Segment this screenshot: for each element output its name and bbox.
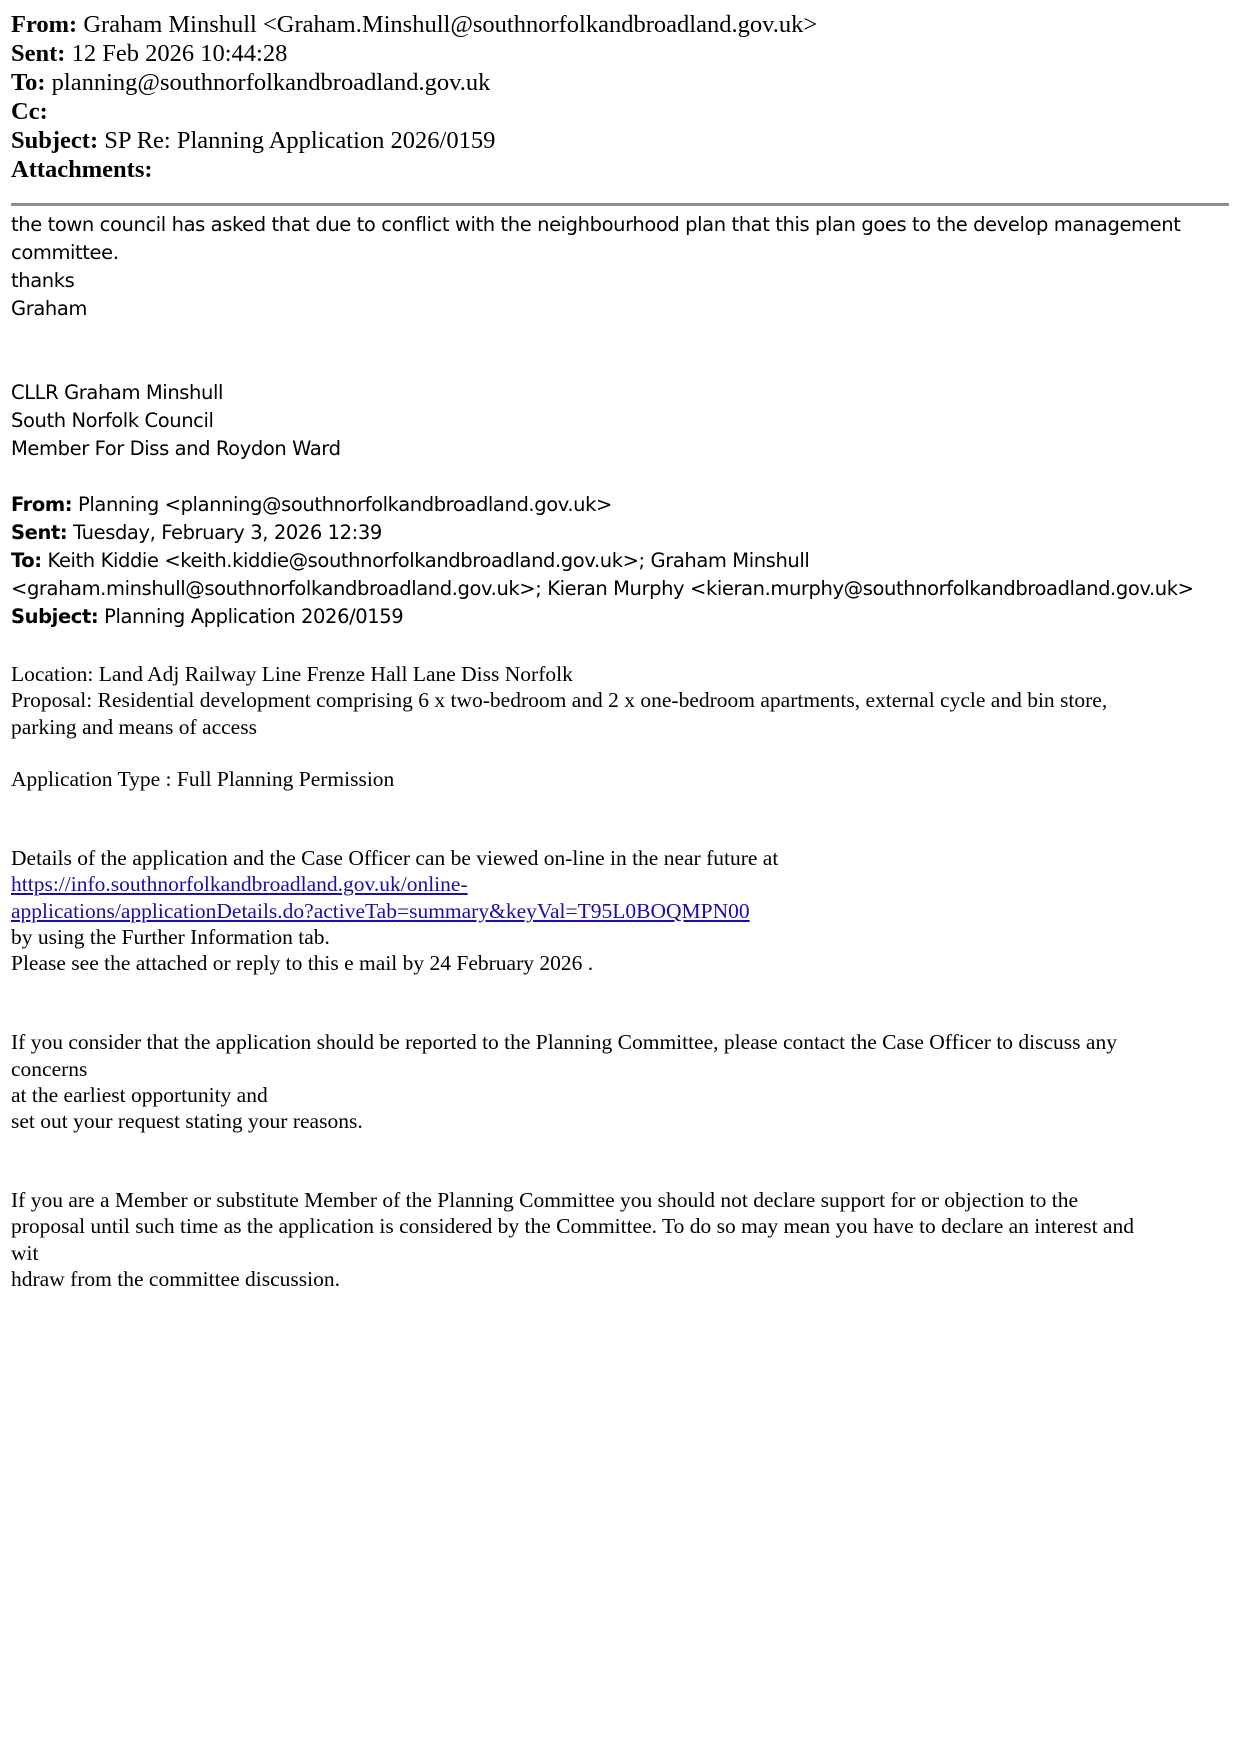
email-header — [11, 10, 817, 184]
details-line: Details of the application and the Case Officer can be viewed on-line in the near future at — [11, 846, 779, 870]
reply-line-1: the town council has asked that due to conflict with the neighbourhood plan that this plan goes to the develop management — [11, 213, 1181, 236]
proposal-line-1: Proposal: Residential development comprising 6 x two-bedroom and 2 x one-bedroom apartments, external cycle and bin store, — [11, 688, 1108, 712]
quoted-from-row — [11, 491, 612, 519]
quoted-sent-value: Tuesday, February 3, 2026 12:39 — [73, 521, 382, 544]
header-sent-value: 12 Feb 2026 10:44:28 — [71, 40, 288, 67]
committee-line-1: If you consider that the application should be reported to the Planning Committee, please contact the Case Officer to discuss any — [11, 1030, 1117, 1054]
quoted-sent-label: Sent: — [11, 521, 68, 544]
quoted-to-label: To: — [11, 549, 42, 572]
member-line-1: If you are a Member or substitute Member of the Planning Committee you should not declare support for or objection to the — [11, 1188, 1078, 1212]
header-to-value: planning@southnorfolkandbroadland.gov.uk — [51, 69, 491, 96]
header-attachments-row — [11, 155, 817, 184]
quoted-from-value: Planning <planning@southnorfolkandbroadland.gov.uk> — [78, 493, 612, 516]
committee-line-3: at the earliest opportunity and — [11, 1083, 268, 1107]
further-info-line: by using the Further Information tab. — [11, 925, 330, 949]
member-line-2: proposal until such time as the application is considered by the Committee. To do so may mean you have to declare an interest and — [11, 1214, 1134, 1238]
quoted-to-value-line2: <graham.minshull@southnorfolkandbroadland.gov.uk>; Kieran Murphy <kieran.murphy@southnorfolkandbroadland.gov.uk> — [11, 577, 1194, 600]
header-sent-label: Sent: — [11, 40, 66, 67]
reply-by-line: Please see the attached or reply to this e mail by 24 February 2026 . — [11, 951, 594, 975]
application-link-line-2[interactable]: applications/applicationDetails.do?activeTab=summary&keyVal=T95L0BOQMPN00 — [11, 899, 750, 923]
header-subject-row — [11, 126, 817, 155]
reply-line-3: thanks — [11, 269, 75, 292]
application-link-line-1[interactable]: https://info.southnorfolkandbroadland.gov.uk/online- — [11, 872, 468, 896]
header-attachments-label: Attachments: — [11, 156, 153, 183]
signature-name: CLLR Graham Minshull — [11, 381, 223, 404]
quoted-subject-value: Planning Application 2026/0159 — [104, 605, 404, 628]
header-subject-label: Subject: — [11, 127, 99, 154]
quoted-subject-row — [11, 603, 403, 631]
quoted-to-row — [11, 547, 809, 575]
quoted-from-label: From: — [11, 493, 73, 516]
reply-line-4: Graham — [11, 297, 87, 320]
header-subject-value: SP Re: Planning Application 2026/0159 — [104, 127, 496, 154]
header-from-value: Graham Minshull <Graham.Minshull@southnorfolkandbroadland.gov.uk> — [83, 11, 818, 38]
header-divider — [11, 203, 1229, 206]
committee-line-4: set out your request stating your reasons. — [11, 1109, 363, 1133]
member-line-4: hdraw from the committee discussion. — [11, 1267, 340, 1291]
quoted-to-value-line1: Keith Kiddie <keith.kiddie@southnorfolkandbroadland.gov.uk>; Graham Minshull — [47, 549, 810, 572]
quoted-subject-label: Subject: — [11, 605, 99, 628]
reply-line-2: committee. — [11, 241, 119, 264]
header-from-row — [11, 10, 817, 39]
header-from-label: From: — [11, 11, 78, 38]
header-cc-row — [11, 97, 817, 126]
header-cc-label: Cc: — [11, 98, 48, 125]
header-to-label: To: — [11, 69, 46, 96]
signature-ward: Member For Diss and Roydon Ward — [11, 437, 341, 460]
application-type: Application Type : Full Planning Permission — [11, 767, 395, 791]
proposal-line-2: parking and means of access — [11, 715, 257, 739]
header-sent-row — [11, 39, 817, 68]
committee-line-2: concerns — [11, 1057, 88, 1081]
signature-council: South Norfolk Council — [11, 409, 214, 432]
member-line-3: wit — [11, 1241, 39, 1265]
quoted-sent-row — [11, 519, 382, 547]
location-line: Location: Land Adj Railway Line Frenze Hall Lane Diss Norfolk — [11, 662, 573, 686]
header-to-row — [11, 68, 817, 97]
